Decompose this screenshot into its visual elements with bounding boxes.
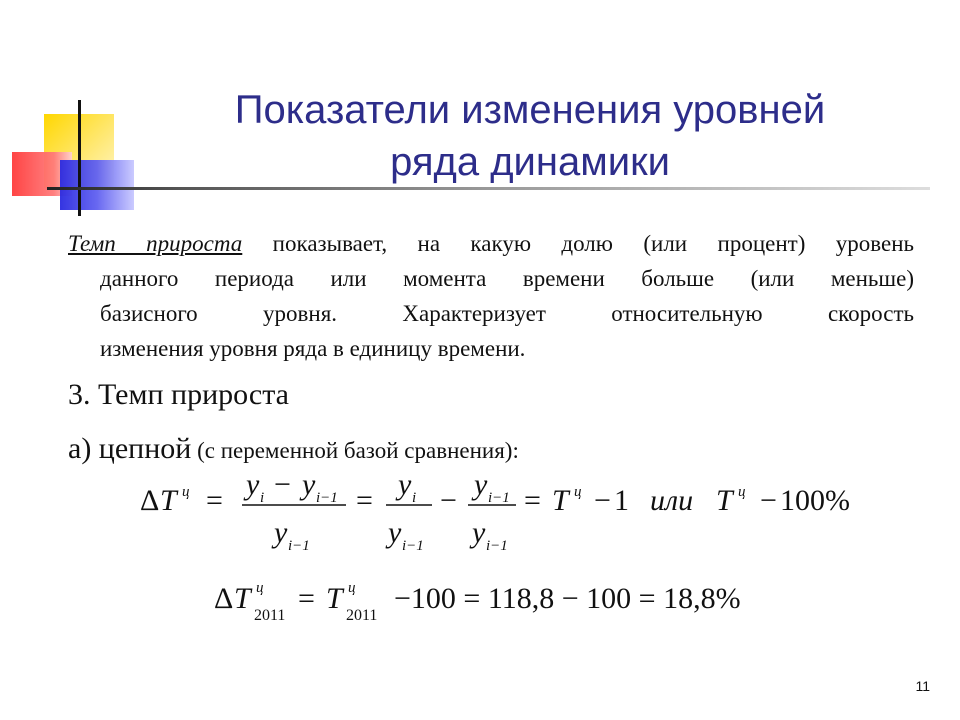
- f1-num2-sub: i: [412, 490, 417, 506]
- f1-num1-y: y: [246, 468, 260, 501]
- f1-num3-y: y: [474, 468, 488, 501]
- slide-title: [150, 84, 910, 188]
- logo-vertical-line: [78, 100, 81, 216]
- f1-num1-sub-i: i: [260, 490, 265, 506]
- logo-yellow-square: [44, 114, 114, 188]
- definition-line-1-rest: показывает, на какую долю (или процент) уровень: [242, 231, 914, 256]
- item-a-label: а) цепной: [68, 432, 192, 465]
- f1-sup-c: ц: [182, 484, 190, 500]
- f1-den3-y: y: [472, 516, 486, 549]
- f2-delta: Δ: [214, 582, 234, 615]
- f2-T2-sub: 2011: [346, 607, 378, 624]
- f1-den1-sub: i−1: [288, 538, 310, 554]
- definition-line-1: [68, 226, 914, 261]
- f1-num1-sub-i1: i−1: [316, 490, 338, 506]
- f1-T2: T: [552, 484, 569, 517]
- f1-minus-3: −: [594, 484, 611, 517]
- f2-T2-sup: ц: [348, 580, 356, 596]
- f1-minus-4: −: [760, 484, 777, 517]
- f1-num1-y2: y: [302, 468, 316, 501]
- definition-line-3: базисного уровня. Характеризует относительную скорость: [100, 301, 914, 326]
- f2-tail: −100 = 118,8 − 100 = 18,8%: [394, 582, 741, 615]
- f1-T3: T: [716, 484, 733, 517]
- f1-num3-sub: i−1: [488, 490, 510, 506]
- f1-one: 1: [614, 484, 629, 517]
- f2-T1: T: [234, 582, 251, 615]
- title-line-1: Показатели изменения уровней: [234, 88, 826, 132]
- f1-T2-sup: ц: [574, 484, 582, 500]
- f1-delta: Δ: [140, 484, 160, 517]
- definition-paragraph: [68, 226, 914, 366]
- logo-blue-square: [60, 160, 134, 210]
- f1-eq-2: =: [356, 484, 373, 517]
- definition-term: Темп прироста: [68, 231, 243, 256]
- f1-100pct: 100%: [780, 484, 850, 517]
- f2-eq: =: [298, 582, 315, 615]
- chain-growth-rate-formula: [0, 460, 960, 560]
- f2-T1-sub: 2011: [254, 607, 286, 624]
- f1-den1-y: y: [274, 516, 288, 549]
- f2-T1-sup: ц: [256, 580, 264, 596]
- chain-growth-rate-example: [0, 572, 960, 632]
- f1-T3-sup: ц: [738, 484, 746, 500]
- page-number: 11: [915, 678, 930, 694]
- f2-T2: T: [326, 582, 343, 615]
- f1-ili: или: [650, 484, 694, 517]
- title-line-2: ряда динамики: [390, 140, 670, 184]
- f1-num1-minus: −: [274, 468, 291, 501]
- definition-line-2: данного периода или момента времени больше (или меньше): [100, 266, 914, 291]
- f1-num2-y: y: [398, 468, 412, 501]
- f1-den3-sub: i−1: [486, 538, 508, 554]
- logo-red-square: [12, 152, 72, 196]
- f1-minus-2: −: [440, 484, 457, 517]
- item-3-heading: 3. Темп прироста: [68, 378, 290, 411]
- f1-den2-y: y: [388, 516, 402, 549]
- definition-line-4: изменения уровня ряда в единицу времени.: [100, 336, 526, 361]
- item-a-note: (с переменной базой сравнения):: [191, 438, 519, 463]
- f1-den2-sub: i−1: [402, 538, 424, 554]
- f1-eq-1: =: [206, 484, 223, 517]
- f1-eq-3: =: [524, 484, 541, 517]
- f1-T: T: [160, 484, 177, 517]
